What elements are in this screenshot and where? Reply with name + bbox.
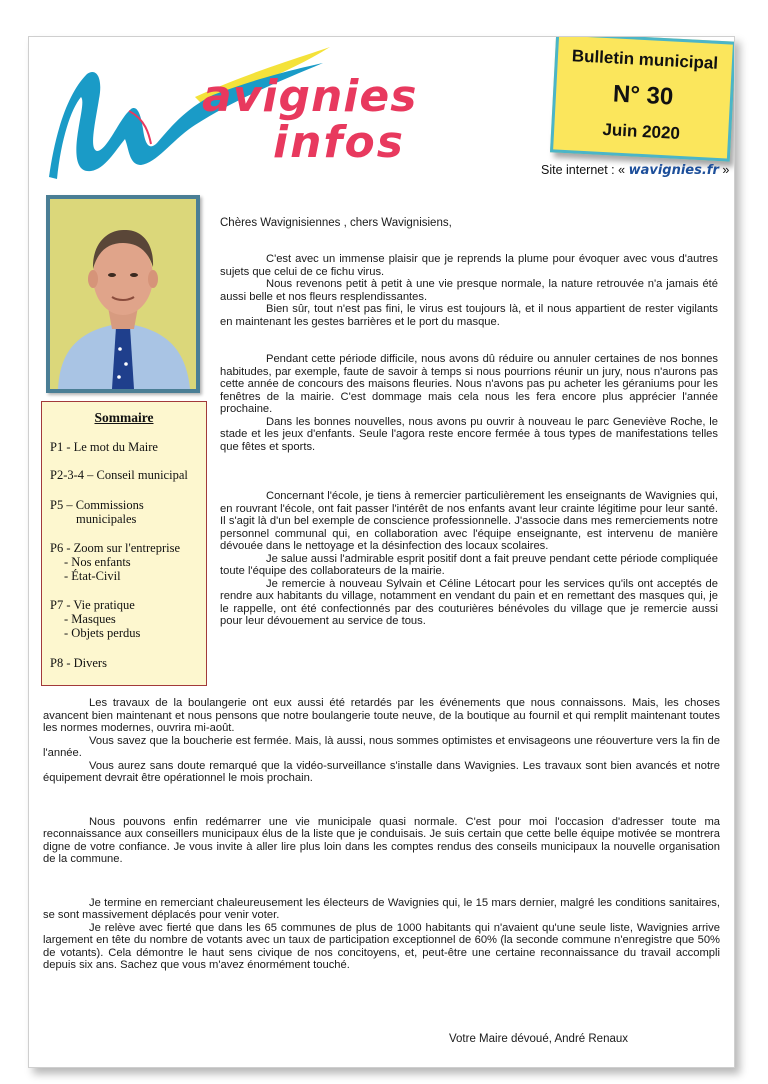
toc-item-p5: P5 – Commissions xyxy=(50,498,144,512)
paragraph: C'est avec un immense plaisir que je reprends la plume pour évoquer avec vous d'autres sujets que celui de ce fichu virus. xyxy=(220,253,718,278)
paragraph: Je relève avec fierté que dans les 65 communes de plus de 1000 habitants qui n'avaient qu'une seule liste, Wavignies arrive largement en tête du nombre de votants avec un taux de participation exceptionnel de 60% (la seconde commune n'enregistre que 50% de votants). Cela démontre le haut sens civique de nos concitoyens, et, peut-être une certaine reconnaissance du travail accompli depuis six ans. Sachez que vous m'avez énormément touché. xyxy=(43,921,720,971)
wavignies-logo xyxy=(45,39,485,189)
toc-item-p6-etat-civil: - État-Civil xyxy=(64,569,121,583)
letter-greeting: Chères Wavignisiennes , chers Wavignisiens, xyxy=(220,217,452,229)
bulletin-badge xyxy=(550,36,735,162)
letter-right-column xyxy=(220,253,718,628)
website-link[interactable]: wavignies.fr xyxy=(628,163,719,178)
letter-bottom-section xyxy=(43,697,720,972)
paragraph: Vous aurez sans doute remarqué que la vidéo-surveillance s'installe dans Wavignies. Les travaux sont bien avancés et notre équipement devrait être opérationnel le mois prochain. xyxy=(43,759,720,784)
paragraph: Concernant l'école, je tiens à remercier particulièrement les enseignants de Wavignies qui, en rouvrant l'école, ont fait passer l'intérêt de nos enfants avant leur crainte légitime pour leur santé. Il s'agit là d'un bel exemple de conscience professionnelle. J'associe dans mes remerciements notre personnel communal qui, en collaboration avec l'équipe enseignante, est intervenu de manière dévouée dans le nettoyage et la désinfection des locaux scolaires. xyxy=(220,490,718,552)
paragraph: Pendant cette période difficile, nous avons dû réduire ou annuler certaines de nos bonnes habitudes, par exemple, faute de savoir à temps si nous pourrions réunir un jury, nous n'aurons pas cette année de concours des maisons fleuries. Nous n'avons pas pu acheter les géraniums pour les fenêtres de la mairie. C'est dommage mais cela nous les fera encore plus apprécier l'année prochaine. xyxy=(220,353,718,415)
table-of-contents xyxy=(41,401,207,686)
paragraph: Dans les bonnes nouvelles, nous avons pu ouvrir à nouveau le parc Geneviève Roche, le stade et les jeux d'enfants. Seule l'agora reste encore fermée à tous types de manifestations telles que fêtes et sports. xyxy=(220,415,718,453)
toc-item-p8: P8 - Divers xyxy=(50,656,107,670)
bulletin-number: N° 30 xyxy=(612,80,674,111)
bulletin-date: Juin 2020 xyxy=(602,119,681,143)
toc-item-p6: P6 - Zoom sur l'entreprise xyxy=(50,541,181,555)
logo-word-wavignies: avignies xyxy=(202,71,418,122)
website-prefix: Site internet : « xyxy=(541,163,626,177)
toc-item-p7-objets: - Objets perdus xyxy=(64,626,141,640)
website-line xyxy=(541,163,729,178)
paragraph: Je termine en remerciant chaleureusement les électeurs de Wavignies qui, le 15 mars dernier, malgré les conditions sanitaires, se sont massivement déplacés pour venir voter. xyxy=(43,896,720,921)
paragraph: Bien sûr, tout n'est pas fini, le virus est toujours là, et il nous appartient de rester vigilants en maintenant les gestes barrières et le port du masque. xyxy=(220,303,718,328)
paragraph: Les travaux de la boulangerie ont eux aussi été retardés par les événements que nous connaissons. Mais, les choses avancent bien maintenant et nous pensons que notre boulangerie toute neuve, de la boutique au fournil et qui remplit maintenant toutes les normes modernes, ouvrira mi-août. xyxy=(43,697,720,734)
toc-item-p6-enfants: - Nos enfants xyxy=(64,555,131,569)
toc-item-p7-masques: - Masques xyxy=(64,612,116,626)
website-suffix: » xyxy=(722,163,730,177)
toc-item-p1: P1 - Le mot du Maire xyxy=(50,440,158,454)
logo-word-infos: infos xyxy=(273,117,405,168)
bulletin-title: Bulletin municipal xyxy=(571,46,719,73)
toc-title: Sommaire xyxy=(94,410,154,425)
mayor-portrait-image xyxy=(50,199,196,389)
paragraph: Nous revenons petit à petit à une vie presque normale, la nature retrouvée n'a jamais été aussi belle et nos fleurs resplendissantes. xyxy=(220,278,718,303)
mayor-portrait xyxy=(46,195,200,393)
paragraph: Nous pouvons enfin redémarrer une vie municipale quasi normale. C'est pour moi l'occasion d'adresser toute ma reconnaissance aux conseillers municipaux élus de la liste que je conduisais. Je suis certain que cette belle équipe motivée se montrera digne de votre confiance. Je vous invite à aller lire plus loin dans les comptes rendus des conseils municipaux la nouvelle organisation de la commune. xyxy=(43,815,720,865)
toc-item-p2: P2-3-4 – Conseil municipal xyxy=(50,468,188,482)
paragraph: Je remercie à nouveau Sylvain et Céline Létocart pour les services qu'ils ont acceptés de rendre aux habitants du village, notamment en vendant du pain et en remettant des masques qui, je le rappelle, ont été confectionnés par des couturières bénévoles du village que je remercie aussi pour leur dévouement au service de tous. xyxy=(220,577,718,627)
toc-item-p5-sub: municipales xyxy=(76,512,137,526)
paragraph: Vous savez que la boucherie est fermée. Mais, là aussi, nous sommes optimistes et envisageons une réouverture vers la fin de l'année. xyxy=(43,734,720,759)
signature: Votre Maire dévoué, André Renaux xyxy=(449,1033,629,1045)
newsletter-page xyxy=(28,36,735,1068)
paragraph: Je salue aussi l'admirable esprit positif dont a fait preuve pendant cette période compliquée toute l'équipe des collaborateurs de la mairie. xyxy=(220,552,718,577)
toc-item-p7: P7 - Vie pratique xyxy=(50,598,135,612)
